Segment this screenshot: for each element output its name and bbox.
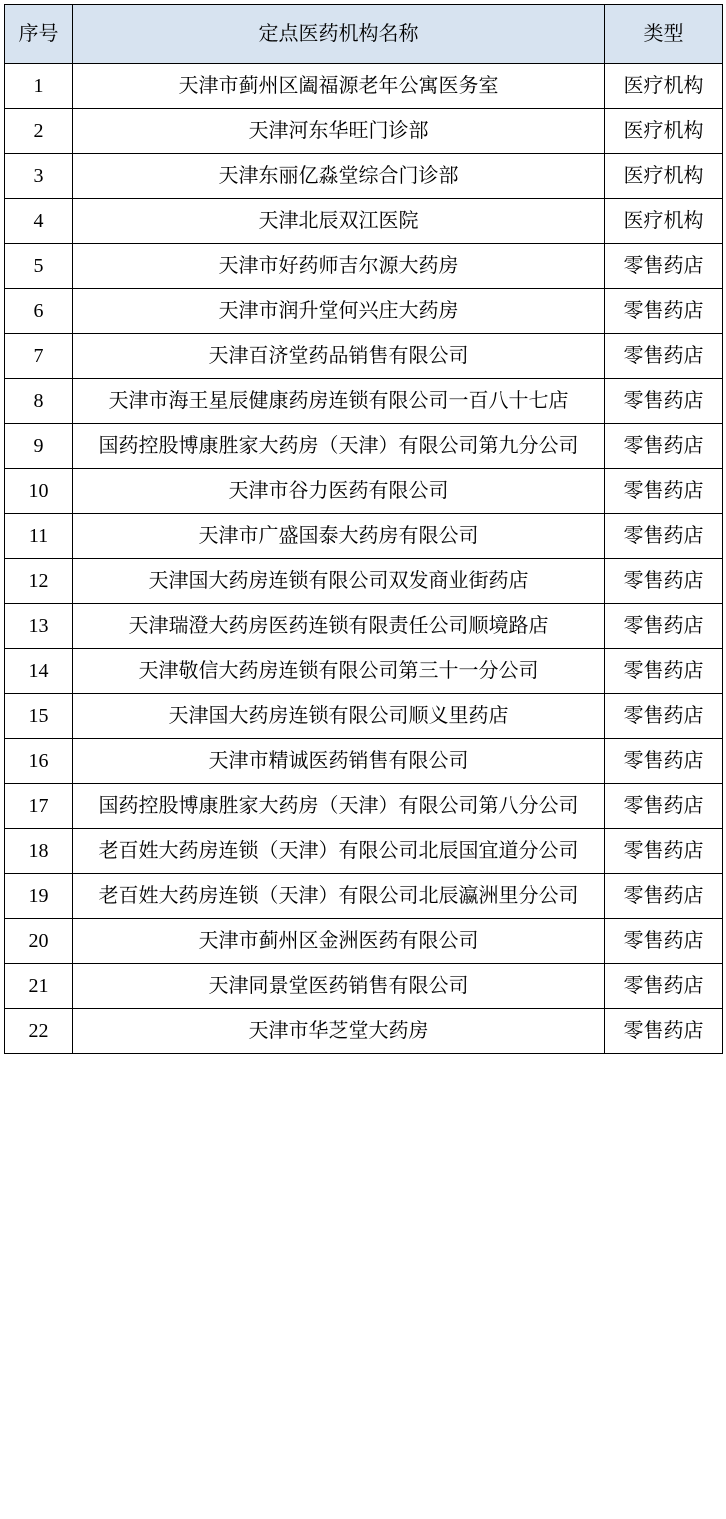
institution-name: 天津同景堂医药销售有限公司 — [73, 964, 605, 1009]
institution-type: 零售药店 — [605, 469, 723, 514]
institution-name: 天津市精诚医药销售有限公司 — [73, 739, 605, 784]
institution-name: 天津瑞澄大药房医药连锁有限责任公司顺境路店 — [73, 604, 605, 649]
table-row — [5, 514, 723, 559]
institution-type: 零售药店 — [605, 964, 723, 1009]
table-row — [5, 379, 723, 424]
institution-type: 医疗机构 — [605, 64, 723, 109]
institution-type: 零售药店 — [605, 559, 723, 604]
table-body — [5, 64, 723, 1054]
institution-type: 零售药店 — [605, 784, 723, 829]
table-row — [5, 559, 723, 604]
table-row — [5, 64, 723, 109]
institution-type: 零售药店 — [605, 829, 723, 874]
institution-name: 天津市蓟州区阖福源老年公寓医务室 — [73, 64, 605, 109]
table-row — [5, 424, 723, 469]
institution-name: 天津国大药房连锁有限公司顺义里药店 — [73, 694, 605, 739]
table-row — [5, 1009, 723, 1054]
row-index: 13 — [5, 604, 73, 649]
row-index: 11 — [5, 514, 73, 559]
designated-institutions-table — [4, 4, 723, 1054]
table-row — [5, 694, 723, 739]
row-index: 3 — [5, 154, 73, 199]
table-row — [5, 784, 723, 829]
row-index: 12 — [5, 559, 73, 604]
row-index: 22 — [5, 1009, 73, 1054]
institution-type: 零售药店 — [605, 244, 723, 289]
row-index: 21 — [5, 964, 73, 1009]
institution-name: 天津市润升堂何兴庄大药房 — [73, 289, 605, 334]
institution-type: 医疗机构 — [605, 154, 723, 199]
institution-name: 天津市华芝堂大药房 — [73, 1009, 605, 1054]
row-index: 10 — [5, 469, 73, 514]
institution-name: 天津百济堂药品销售有限公司 — [73, 334, 605, 379]
row-index: 2 — [5, 109, 73, 154]
row-index: 8 — [5, 379, 73, 424]
institution-name: 老百姓大药房连锁（天津）有限公司北辰瀛洲里分公司 — [73, 874, 605, 919]
institution-name: 天津国大药房连锁有限公司双发商业街药店 — [73, 559, 605, 604]
table-row — [5, 244, 723, 289]
institution-name: 天津市好药师吉尔源大药房 — [73, 244, 605, 289]
row-index: 19 — [5, 874, 73, 919]
table-row — [5, 289, 723, 334]
institution-type: 零售药店 — [605, 289, 723, 334]
table-row — [5, 649, 723, 694]
row-index: 6 — [5, 289, 73, 334]
column-header-type: 类型 — [605, 5, 723, 64]
row-index: 16 — [5, 739, 73, 784]
institution-type: 零售药店 — [605, 379, 723, 424]
institution-type: 零售药店 — [605, 334, 723, 379]
table-row — [5, 919, 723, 964]
institution-type: 零售药店 — [605, 694, 723, 739]
row-index: 7 — [5, 334, 73, 379]
table-row — [5, 199, 723, 244]
row-index: 9 — [5, 424, 73, 469]
institution-name: 老百姓大药房连锁（天津）有限公司北辰国宜道分公司 — [73, 829, 605, 874]
institution-type: 零售药店 — [605, 874, 723, 919]
row-index: 1 — [5, 64, 73, 109]
row-index: 20 — [5, 919, 73, 964]
table-row — [5, 109, 723, 154]
institution-type: 零售药店 — [605, 739, 723, 784]
table-header — [5, 5, 723, 64]
institution-type: 零售药店 — [605, 424, 723, 469]
institution-type: 零售药店 — [605, 514, 723, 559]
institution-type: 零售药店 — [605, 919, 723, 964]
table-row — [5, 604, 723, 649]
table-row — [5, 829, 723, 874]
institution-name: 天津市谷力医药有限公司 — [73, 469, 605, 514]
table-row — [5, 874, 723, 919]
institution-type: 医疗机构 — [605, 199, 723, 244]
column-header-name: 定点医药机构名称 — [73, 5, 605, 64]
institution-name: 天津市蓟州区金洲医药有限公司 — [73, 919, 605, 964]
table-row — [5, 739, 723, 784]
institution-type: 零售药店 — [605, 604, 723, 649]
institution-name: 天津敬信大药房连锁有限公司第三十一分公司 — [73, 649, 605, 694]
row-index: 4 — [5, 199, 73, 244]
table-header-row — [5, 5, 723, 64]
institution-name: 天津河东华旺门诊部 — [73, 109, 605, 154]
table-row — [5, 334, 723, 379]
table-row — [5, 469, 723, 514]
institution-type: 医疗机构 — [605, 109, 723, 154]
institution-name: 天津北辰双江医院 — [73, 199, 605, 244]
table-row — [5, 154, 723, 199]
institution-name: 天津东丽亿淼堂综合门诊部 — [73, 154, 605, 199]
institution-name: 天津市海王星辰健康药房连锁有限公司一百八十七店 — [73, 379, 605, 424]
institution-type: 零售药店 — [605, 649, 723, 694]
column-header-index: 序号 — [5, 5, 73, 64]
institution-name: 国药控股博康胜家大药房（天津）有限公司第九分公司 — [73, 424, 605, 469]
row-index: 5 — [5, 244, 73, 289]
row-index: 15 — [5, 694, 73, 739]
row-index: 14 — [5, 649, 73, 694]
table-row — [5, 964, 723, 1009]
institution-name: 天津市广盛国泰大药房有限公司 — [73, 514, 605, 559]
row-index: 17 — [5, 784, 73, 829]
institution-name: 国药控股博康胜家大药房（天津）有限公司第八分公司 — [73, 784, 605, 829]
row-index: 18 — [5, 829, 73, 874]
institution-type: 零售药店 — [605, 1009, 723, 1054]
